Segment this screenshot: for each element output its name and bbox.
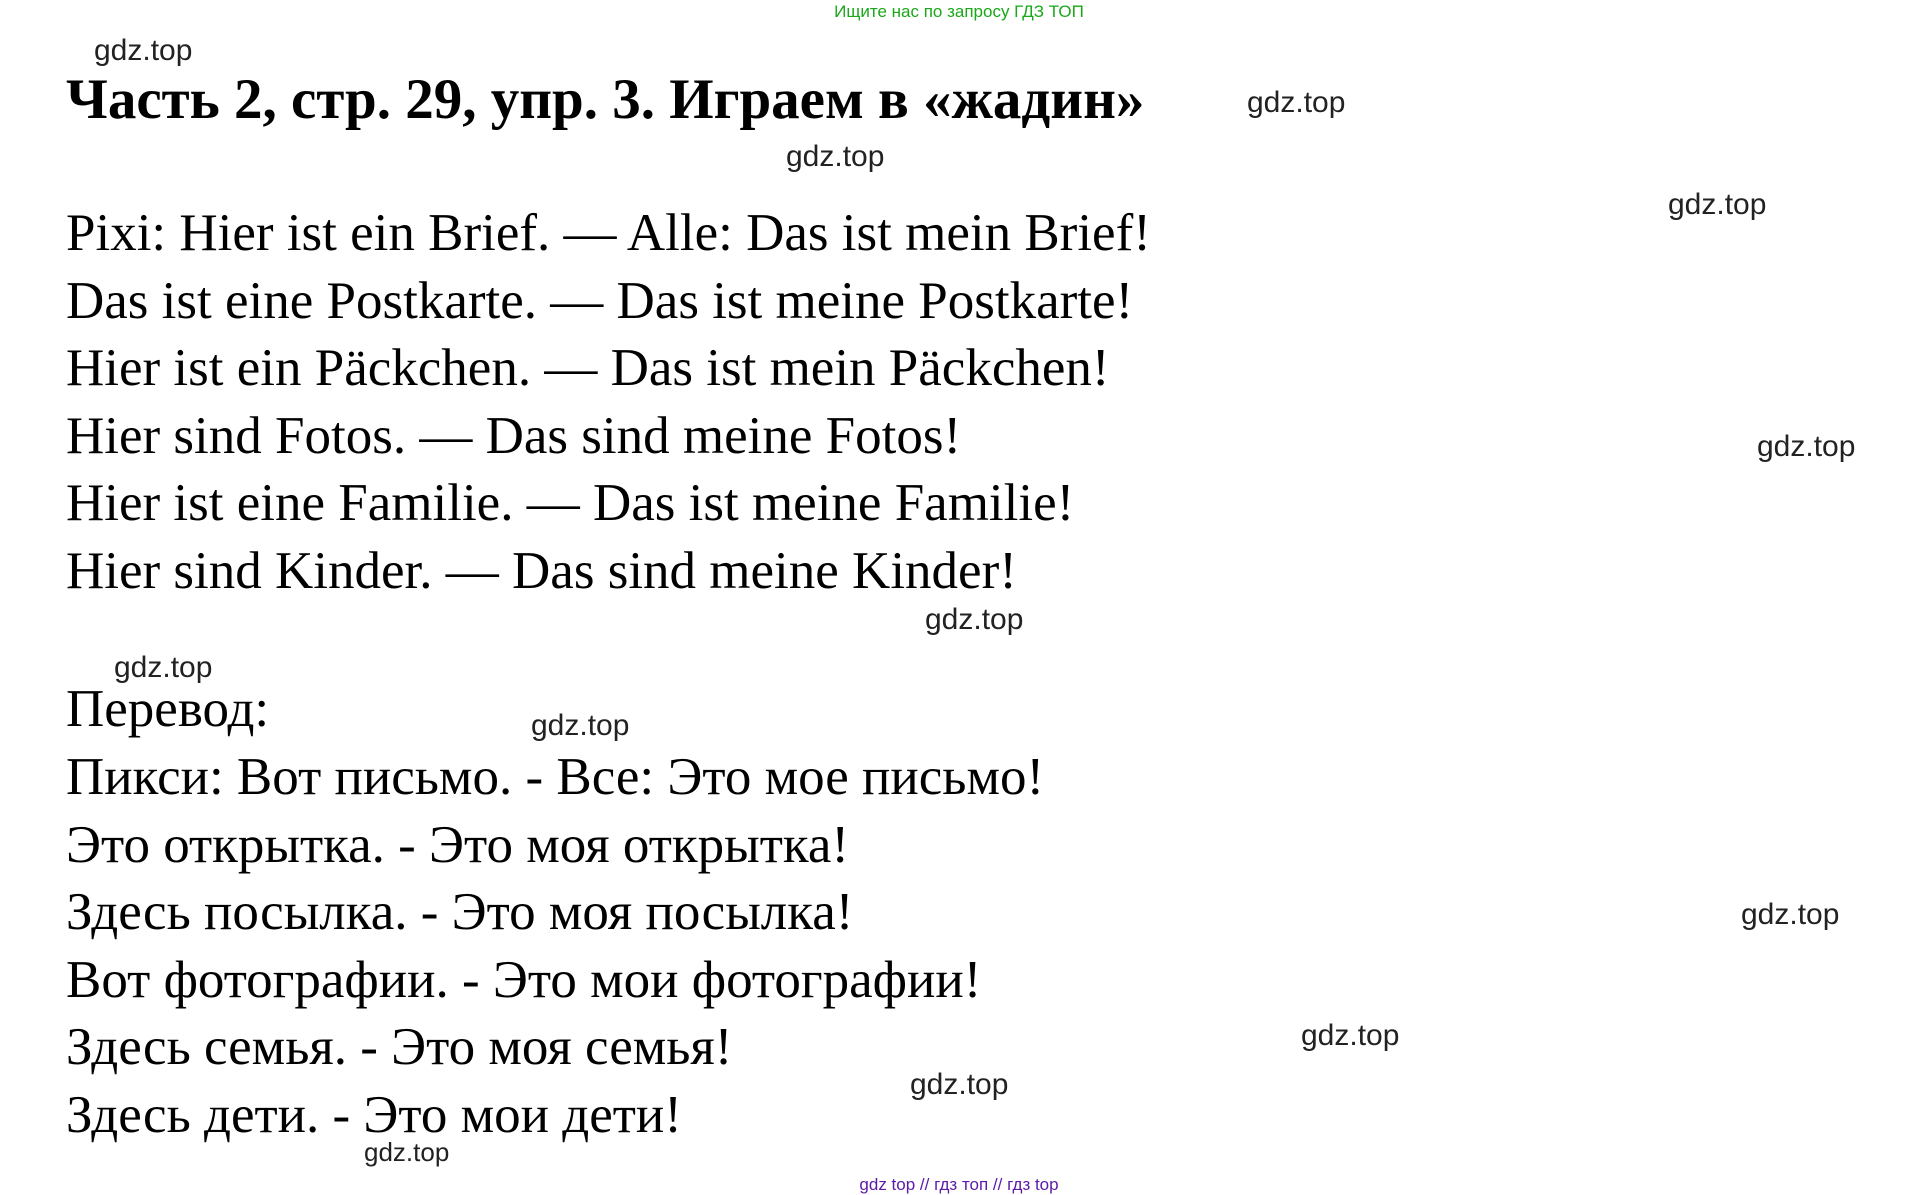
german-line: Hier ist ein Päckchen. — Das ist mein Päckchen! [66, 339, 1110, 397]
russian-text [66, 744, 1044, 1149]
russian-line: Здесь посылка. - Это моя посылка! [66, 883, 854, 941]
russian-line: Здесь дети. - Это мои дети! [66, 1085, 682, 1144]
german-line: Hier ist eine Familie. — Das ist meine Familie! [66, 474, 1075, 532]
russian-line: Пикси: Вот письмо. - Все: Это мое письмо! [66, 748, 1045, 806]
watermark: gdz.top [1668, 188, 1767, 221]
watermark: gdz.top [1247, 86, 1346, 119]
translation-label: Перевод: [66, 680, 270, 738]
german-line: Hier sind Fotos. — Das sind meine Fotos! [66, 406, 962, 465]
watermark: gdz.top [786, 140, 885, 173]
german-line: Das ist eine Postkarte. — Das ist meine Postkarte! [66, 271, 1134, 330]
watermark: gdz.top [925, 603, 1024, 636]
watermark: gdz.top [1301, 1019, 1400, 1052]
watermark: gdz.top [94, 34, 193, 67]
watermark: gdz.top [1741, 898, 1840, 931]
page-title: Часть 2, стр. 29, упр. 3. Играем в «жадин» [66, 68, 1145, 131]
russian-line: Вот фотографии. - Это мои фотографии! [66, 950, 982, 1009]
german-line: Pixi: Hier ist ein Brief. — Alle: Das ist mein Brief! [66, 204, 1151, 262]
top-banner: Ищите нас по запросу ГДЗ ТОП [834, 2, 1084, 21]
watermark: gdz.top [531, 709, 630, 742]
watermark: gdz.top [910, 1068, 1009, 1101]
watermark: gdz.top [114, 651, 213, 684]
watermark: gdz.top [364, 1137, 450, 1167]
russian-line: Здесь семья. - Это моя семья! [66, 1018, 733, 1076]
german-text [66, 200, 1151, 605]
footer: gdz top // гдз топ // гдз top [859, 1175, 1059, 1194]
watermark: gdz.top [1757, 430, 1856, 463]
german-line: Hier sind Kinder. — Das sind meine Kinder! [66, 541, 1017, 600]
russian-line: Это открытка. - Это моя открытка! [66, 815, 850, 874]
